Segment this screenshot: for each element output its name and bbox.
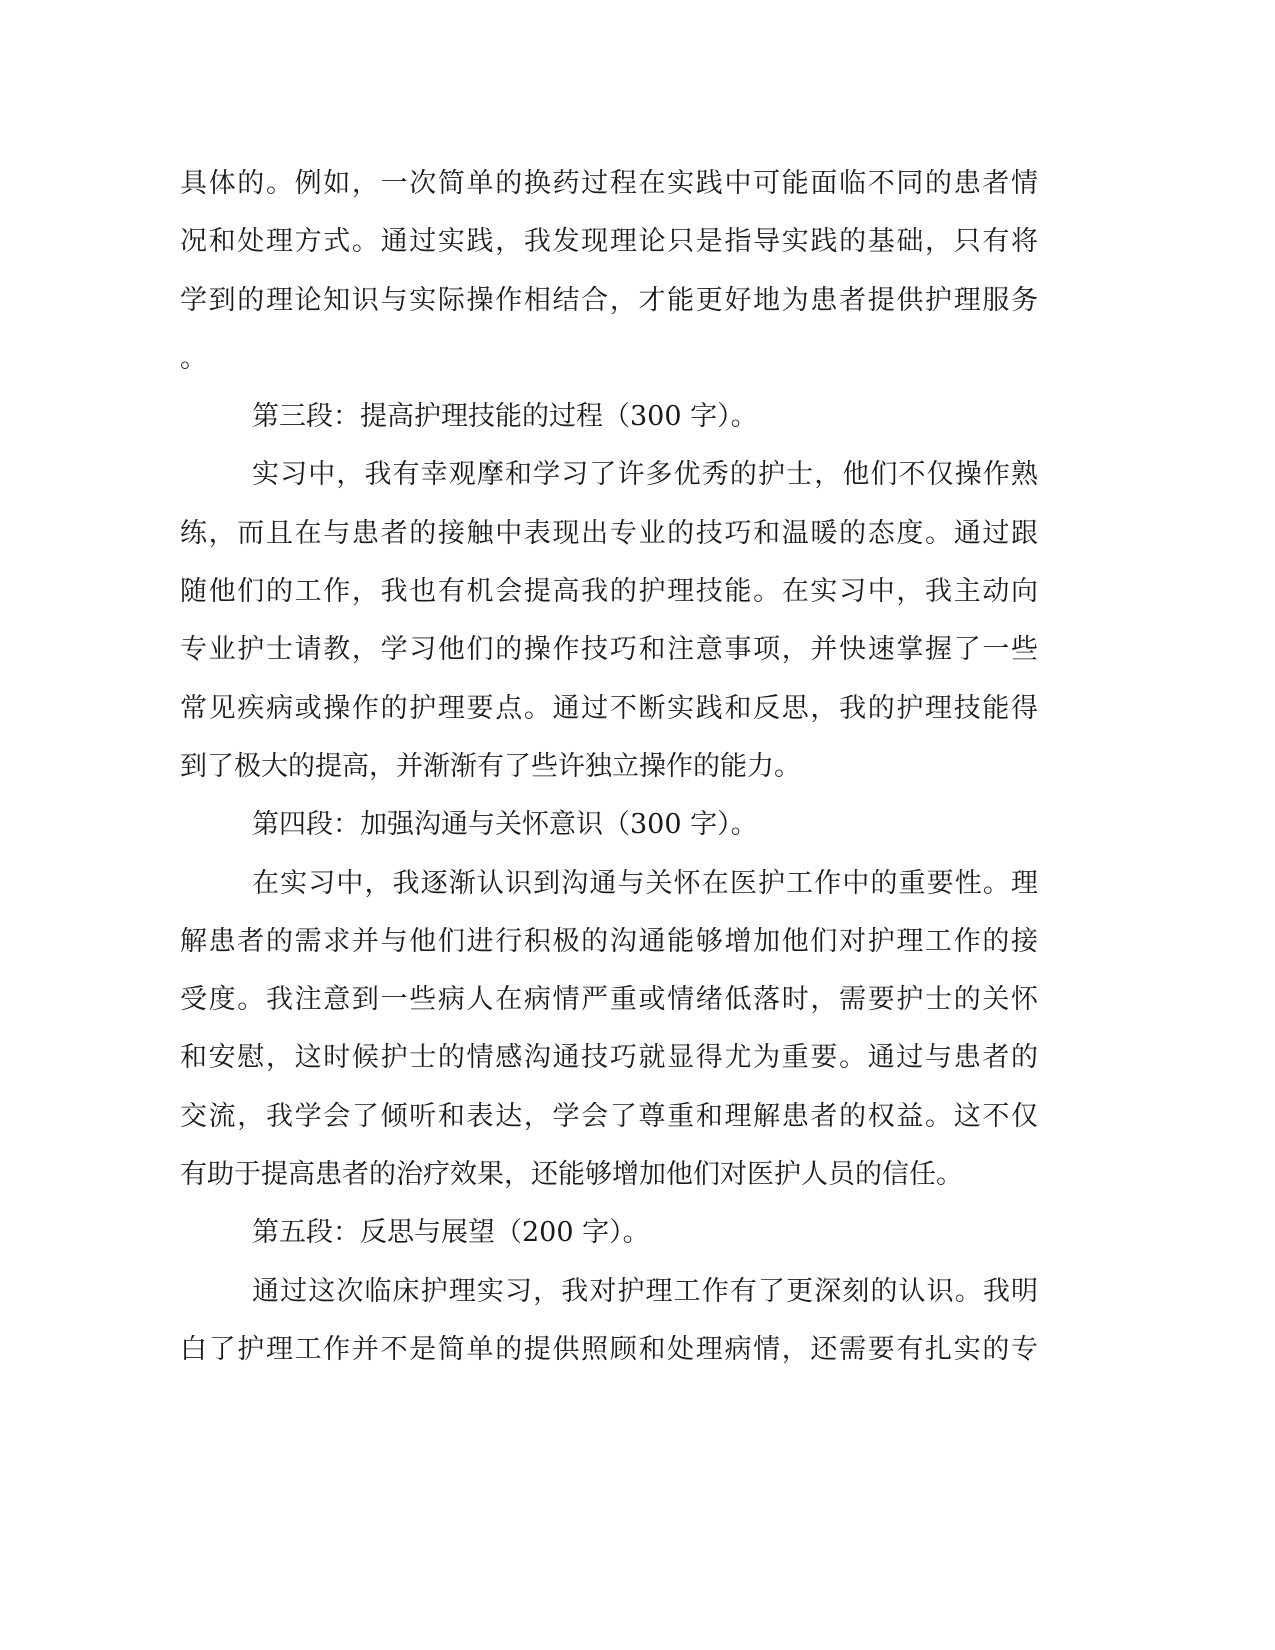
- section-heading: 第四段：加强沟通与关怀意识（300 字）。: [252, 809, 758, 841]
- text-line: 。: [180, 342, 207, 374]
- text-line: 专业护士请教，学习他们的操作技巧和注意事项，并快速掌握了一些: [180, 634, 1038, 666]
- section-heading: 第三段：提高护理技能的过程（300 字）。: [252, 401, 758, 433]
- text-line: 交流，我学会了倾听和表达，学会了尊重和理解患者的权益。这不仅: [180, 1100, 1038, 1132]
- text-line: 随他们的工作，我也有机会提高我的护理技能。在实习中，我主动向: [180, 576, 1038, 608]
- text-line: 有助于提高患者的治疗效果，还能够增加他们对医护人员的信任。: [180, 1159, 963, 1191]
- text-line: 实习中，我有幸观摩和学习了许多优秀的护士，他们不仅操作熟: [252, 459, 1038, 491]
- text-line: 常见疾病或操作的护理要点。通过不断实践和反思，我的护理技能得: [180, 692, 1038, 724]
- text-line: 况和处理方式。通过实践，我发现理论只是指导实践的基础，只有将: [180, 226, 1038, 258]
- text-line: 到了极大的提高，并渐渐有了些许独立操作的能力。: [180, 750, 801, 782]
- text-line: 学到的理论知识与实际操作相结合，才能更好地为患者提供护理服务: [180, 284, 1038, 316]
- text-line: 解患者的需求并与他们进行积极的沟通能够增加他们对护理工作的接: [180, 925, 1038, 957]
- text-line: 在实习中，我逐渐认识到沟通与关怀在医护工作中的重要性。理: [252, 867, 1038, 899]
- document-body: [180, 155, 1038, 1379]
- text-line: 练，而且在与患者的接触中表现出专业的技巧和温暖的态度。通过跟: [180, 517, 1038, 549]
- text-line: 具体的。例如，一次简单的换药过程在实践中可能面临不同的患者情: [180, 168, 1038, 199]
- section-heading: 第五段：反思与展望（200 字）。: [252, 1217, 650, 1249]
- text-line: 白了护理工作并不是简单的提供照顾和处理病情，还需要有扎实的专: [180, 1333, 1038, 1365]
- text-line: 受度。我注意到一些病人在病情严重或情绪低落时，需要护士的关怀: [180, 984, 1038, 1016]
- text-line: 和安慰，这时候护士的情感沟通技巧就显得尤为重要。通过与患者的: [180, 1042, 1038, 1074]
- text-line: 通过这次临床护理实习，我对护理工作有了更深刻的认识。我明: [252, 1275, 1038, 1307]
